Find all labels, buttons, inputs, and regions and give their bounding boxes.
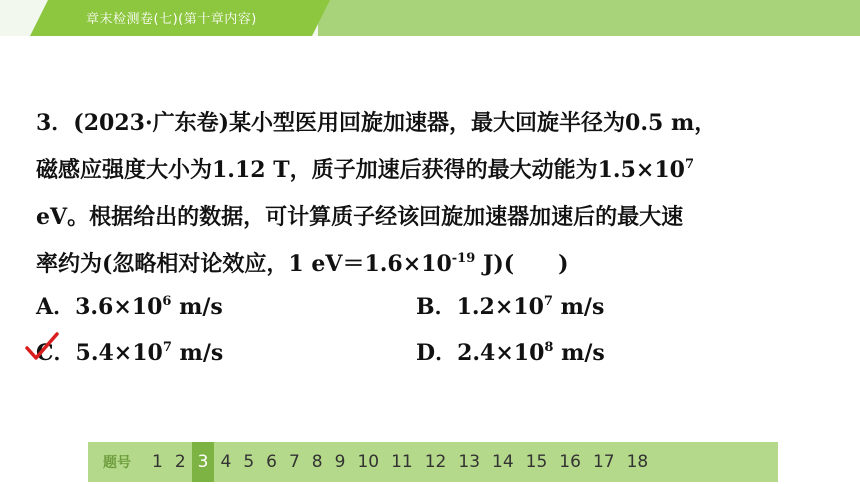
nav-question-10[interactable]: 10 [357, 452, 380, 472]
exponent: 7 [162, 340, 172, 355]
option-a[interactable] [36, 290, 223, 321]
question-line-2-text: 磁感应强度大小为1.12 T，质子加速后获得的最大动能为1.5×10 [36, 157, 685, 183]
nav-question-2[interactable]: 2 [174, 452, 186, 472]
nav-question-6[interactable]: 6 [266, 452, 277, 472]
nav-question-15[interactable]: 15 [525, 452, 548, 472]
header-bar [0, 0, 860, 36]
question-line-4 [36, 241, 836, 288]
question-line-2 [36, 147, 836, 194]
nav-question-8[interactable]: 8 [311, 452, 323, 472]
nav-question-16[interactable]: 16 [559, 452, 581, 472]
question-nav-bar [88, 442, 778, 482]
question-line-3: eV。根据给出的数据，可计算质子经该回旋加速器加速后的最大速 [36, 204, 684, 230]
nav-question-9[interactable]: 9 [334, 452, 346, 472]
option-a-text: A．3.6×10 [36, 294, 163, 320]
check-icon [24, 330, 60, 364]
nav-question-12[interactable]: 12 [424, 452, 447, 472]
question-line-4-tail: J)( ) [475, 251, 569, 277]
option-d[interactable] [416, 336, 605, 367]
unit: m/s [552, 294, 605, 320]
exponent: 7 [543, 294, 553, 309]
exponent: 7 [684, 157, 694, 172]
nav-question-1[interactable]: 1 [152, 452, 163, 472]
nav-question-11[interactable]: 11 [391, 452, 413, 472]
unit: m/s [553, 340, 605, 366]
nav-question-17[interactable]: 17 [592, 452, 615, 472]
nav-question-7[interactable]: 7 [288, 452, 300, 472]
unit: m/s [171, 294, 223, 320]
option-d-text: D．2.4×10 [416, 340, 545, 366]
exponent: 8 [544, 340, 554, 355]
nav-question-4[interactable]: 4 [220, 452, 232, 472]
option-b[interactable] [416, 290, 604, 321]
chapter-title: 章末检测卷(七)(第十章内容) [86, 12, 257, 27]
nav-question-13[interactable]: 13 [458, 452, 481, 472]
nav-question-5[interactable]: 5 [243, 452, 255, 472]
exponent: 6 [162, 294, 172, 309]
question-text [36, 100, 836, 288]
option-c[interactable] [36, 336, 223, 367]
header-band [318, 0, 860, 36]
option-b-text: B．1.2×10 [416, 294, 544, 320]
question-line-4-text: 率约为(忽略相对论效应，1 eV＝1.6×10 [36, 251, 452, 277]
nav-question-3[interactable]: 3 [192, 442, 215, 482]
exponent: -19 [451, 251, 476, 266]
nav-question-18[interactable]: 18 [626, 452, 649, 472]
nav-question-14[interactable]: 14 [492, 452, 514, 472]
unit: m/s [171, 340, 224, 366]
question-line-1: 3．(2023·广东卷)某小型医用回旋加速器，最大回旋半径为0.5 m， [36, 110, 717, 136]
nav-label: 题号 [103, 455, 131, 471]
option-c-text: C．5.4×10 [36, 340, 163, 366]
